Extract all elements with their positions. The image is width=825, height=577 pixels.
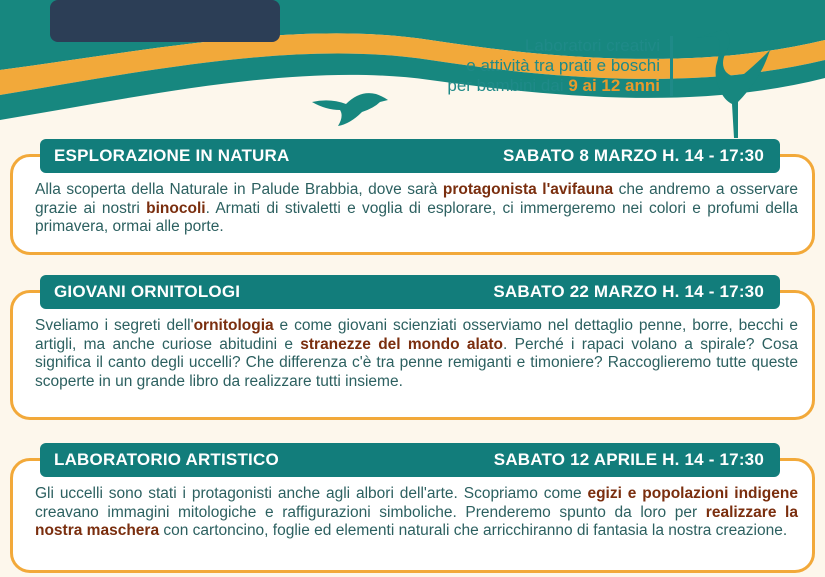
section-description — [35, 181, 798, 237]
highlight-text: realizzare la nostra maschera — [35, 503, 798, 539]
section-esplorazione — [10, 139, 815, 255]
body-text-run: con cartoncino, foglie ed elementi naturali che arricchiranno di fantasia la nostra creazione. — [159, 522, 788, 539]
highlight-text: egizi e popolazioni indigene — [587, 485, 798, 502]
body-text-run: e come giovani scienziati osserviamo nel dettaglio penne, borre, becchi e artigli, ma anche curiose abitudini e — [35, 317, 798, 353]
section-date: SABATO 22 MARZO H. 14 - 17:30 — [493, 282, 764, 301]
body-text-run: . Perché i rapaci volano a spirale? Cosa significa il canto degli uccelli? Che differenza c'è tra penne remiganti e timoniere? Raccoglieremo tutte queste scoperte in un grande libro da realizzare tutti insieme. — [35, 335, 798, 390]
heron-silhouette-icon — [686, 20, 776, 140]
section-ornitologi — [10, 275, 815, 420]
tagline-line-1: Laboratori creativi — [524, 36, 660, 55]
header-banner — [0, 0, 825, 150]
body-text-run: Gli uccelli sono stati i protagonisti anche agli albori dell'arte. Scopriamo come — [35, 485, 588, 502]
section-description — [35, 485, 798, 541]
body-text-run: . Armati di stivaletti e voglia di esplorare, ci immergeremo nei colori e profumi della primavera, ormai alle porte. — [35, 199, 798, 235]
section-title: GIOVANI ORNITOLOGI — [54, 282, 241, 301]
highlight-text: stranezze del mondo alato — [300, 335, 504, 353]
tagline — [447, 36, 673, 96]
highlight-text: binocoli — [146, 199, 206, 217]
photo-person-shirt — [50, 0, 280, 42]
section-header-bar — [40, 443, 780, 477]
body-text-run: che andremo a osservare grazie ai nostri — [35, 181, 798, 217]
body-text-run: creavano immagini mitologiche e raffigurazioni simboliche. Prenderemo spunto da loro per — [35, 503, 706, 521]
section-date: SABATO 8 MARZO H. 14 - 17:30 — [503, 146, 764, 165]
section-date: SABATO 12 APRILE H. 14 - 17:30 — [493, 450, 764, 469]
section-artistico — [10, 443, 815, 573]
section-header-bar — [40, 139, 780, 173]
tagline-line-2: e attività tra prati e boschi — [466, 56, 660, 75]
body-text-run: Alla scoperta della Naturale in Palude Brabbia, dove sarà — [35, 181, 443, 198]
section-title: ESPLORAZIONE IN NATURA — [54, 146, 290, 165]
section-title: LABORATORIO ARTISTICO — [54, 450, 279, 469]
section-header-bar — [40, 275, 780, 309]
body-text-run: Sveliamo i segreti dell' — [35, 317, 194, 334]
age-range: 9 ai 12 anni — [568, 76, 660, 95]
section-description — [35, 317, 798, 391]
highlight-text: ornitologia — [193, 317, 274, 334]
section-card — [10, 290, 815, 420]
duck-silhouette-icon — [310, 80, 390, 130]
tagline-line-3: per bambini dai 9 ai 12 anni — [447, 76, 660, 95]
highlight-text: protagonista l'avifauna — [442, 181, 614, 198]
